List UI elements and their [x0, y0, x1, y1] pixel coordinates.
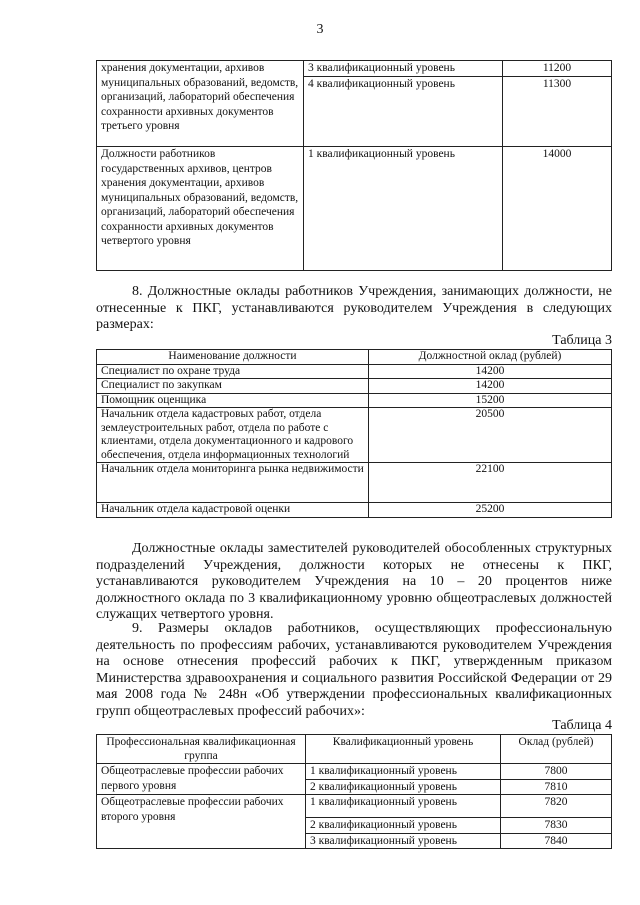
group-cell: Общеотраслевые профессии рабочих второго уровня [97, 795, 306, 849]
salary-cell: 15200 [369, 393, 612, 408]
table-3-label: Таблица 3 [552, 333, 612, 348]
salary-cell: 25200 [369, 503, 612, 518]
salary-cell: 7810 [501, 779, 612, 795]
salary-line: 11200 [503, 61, 611, 77]
table-row [97, 379, 612, 394]
paragraph-9: 9. Размеры окладов работников, осуществляющих профессиональную деятельность по профессиям рабочих, устанавливаются руководителем Учреждения на основе отнесения профессий рабочих к ПКГ, утвержденным приказом Министерства здравоохранения и социального развития Российской Федерации от 29 мая 2008 года № 248н «Об утверждении профессиональных квалификационных групп общеотраслевых профессий рабочих»: [96, 621, 612, 719]
column-header: Наименование должности [97, 350, 369, 365]
pkg-continued-table [96, 60, 612, 271]
position-cell: Специалист по охране труда [97, 364, 369, 379]
paragraph-8: 8. Должностные оклады работников Учреждения, занимающих должности, не отнесенные к ПКГ, устанавливаются руководителем Учреждения в следующих размерах: [96, 284, 612, 332]
column-header: Квалификационный уровень [306, 735, 501, 764]
position-cell: Начальник отдела мониторинга рынка недвижимости [97, 463, 369, 503]
column-header: Оклад (рублей) [501, 735, 612, 764]
table-row [97, 147, 612, 271]
page-number: 3 [316, 22, 324, 37]
position-cell: Начальник отдела кадастровых работ, отдела землеустроительных работ, отдела по работе с клиентами, отдела документационного и кадрового обеспечения, отдела информационных технологий [97, 408, 369, 463]
group-cell: хранения документации, архивов муниципальных образований, ведомств, организаций, лабораторий обеспечения сохранности архивных документов третьего уровня [97, 61, 304, 147]
table-4 [96, 734, 612, 849]
table-row [97, 503, 612, 518]
column-header: Должностной оклад (рублей) [369, 350, 612, 365]
table-row [97, 393, 612, 408]
table-4-label: Таблица 4 [552, 718, 612, 733]
table-row [97, 764, 612, 780]
level-cell: 2 квалификационный уровень [306, 779, 501, 795]
position-cell: Помощник оценщика [97, 393, 369, 408]
salary-cell: 20500 [369, 408, 612, 463]
table-row [97, 61, 612, 147]
salary-cell: 14000 [503, 147, 612, 271]
table-row [97, 463, 612, 503]
group-cell: Общеотраслевые профессии рабочих первого уровня [97, 764, 306, 795]
salary-cell: 7840 [501, 833, 612, 849]
table-row [97, 364, 612, 379]
salary-cell: 14200 [369, 364, 612, 379]
level-cell: 1 квалификационный уровень [306, 764, 501, 780]
salary-cell: 7820 [501, 795, 612, 818]
level-cell: 1 квалификационный уровень [306, 795, 501, 818]
table-row [97, 795, 612, 818]
table-row [97, 408, 612, 463]
level-line: 3 квалификационный уровень [304, 61, 502, 77]
table-3 [96, 349, 612, 518]
salary-cell: 7830 [501, 818, 612, 834]
position-cell: Начальник отдела кадастровой оценки [97, 503, 369, 518]
salary-cell: 7800 [501, 764, 612, 780]
level-cell: 3 квалификационный уровень [306, 833, 501, 849]
salary-cell: 14200 [369, 379, 612, 394]
salary-line: 11300 [542, 77, 572, 90]
table-header-row [97, 735, 612, 764]
group-cell: Должности работников государственных архивов, центров хранения документации, архивов муниципальных образований, ведомств, организаций, лабораторий обеспечения сохранности архивных документов четвертого уровня [97, 147, 304, 271]
level-line: 4 квалификационный уровень [308, 77, 455, 90]
column-header: Профессиональная квалификационная группа [97, 735, 306, 764]
salary-cell [503, 61, 612, 147]
level-cell [304, 61, 503, 147]
paragraph-deputies: Должностные оклады заместителей руководителей обособленных структурных подразделений Учреждения, должности которых не отнесены к ПКГ, устанавливаются руководителем Учреждения на 10 – 20 процентов ниже должностного оклада по 3 квалификационному уровню общеотраслевых должностей служащих четвертого уровня. [96, 541, 612, 622]
level-cell: 1 квалификационный уровень [304, 147, 503, 271]
table-header-row [97, 350, 612, 365]
position-cell: Специалист по закупкам [97, 379, 369, 394]
level-cell: 2 квалификационный уровень [306, 818, 501, 834]
salary-cell: 22100 [369, 463, 612, 503]
